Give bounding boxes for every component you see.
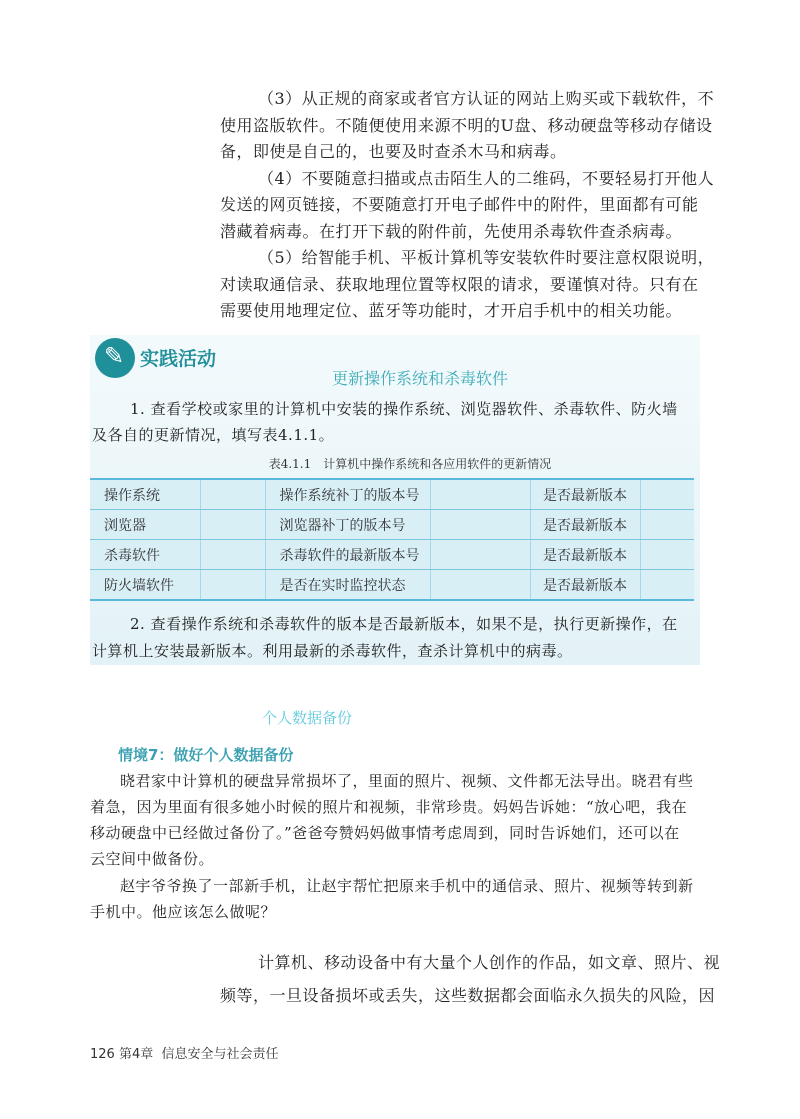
table-cell: 杀毒软件 — [90, 540, 200, 570]
paragraph-line: 计算机、移动设备中有大量个人创作的作品，如文章、照片、视 — [258, 953, 721, 972]
table-cell-blank[interactable] — [640, 540, 694, 570]
table-cell-blank[interactable] — [640, 510, 694, 540]
table-cell: 是否最新版本 — [530, 570, 640, 601]
table-cell: 是否最新版本 — [530, 540, 640, 570]
paragraph-line: （5）给智能手机、平板计算机等安装软件时要注意权限说明， — [258, 248, 715, 267]
page-footer — [90, 1043, 279, 1062]
page-number: 126 — [90, 1047, 115, 1062]
scenario-line: 晓君家中计算机的硬盘异常损坏了，里面的照片、视频、文件都无法导出。晓君有些 — [120, 772, 694, 790]
activity-title: 更新操作系统和杀毒软件 — [331, 369, 508, 388]
table-cell: 是否最新版本 — [530, 510, 640, 540]
paragraph-line: 发送的网页链接，不要随意打开电子邮件中的附件，里面都有可能 — [220, 195, 699, 214]
table-cell-blank[interactable] — [640, 479, 694, 510]
scenario-title: 情境7：做好个人数据备份 — [118, 746, 294, 764]
activity-tools-icon: ✎ — [95, 338, 135, 378]
table-cell: 操作系统 — [90, 479, 200, 510]
paragraph-line: 使用盗版软件。不随便使用来源不明的U盘、移动硬盘等移动存储设 — [220, 115, 713, 135]
table-cell: 浏览器 — [90, 510, 200, 540]
table-cell-blank[interactable] — [430, 570, 530, 601]
table-cell-blank[interactable] — [430, 479, 530, 510]
table-cell: 杀毒软件的最新版本号 — [265, 540, 430, 570]
activity-label: 实践活动 — [140, 348, 217, 370]
table-row — [90, 570, 694, 601]
table-cell-blank[interactable] — [430, 540, 530, 570]
table-caption: 表4.1.1 计算机中操作系统和各应用软件的更新情况 — [268, 457, 552, 471]
table-row — [90, 479, 694, 510]
scenario-line: 移动硬盘中已经做过备份了。”爸爸夸赞妈妈做事情考虑周到，同时告诉她们，还可以在 — [90, 824, 680, 842]
paragraph-line: 频等，一旦设备损坏或丢失，这些数据都会面临永久损失的风险，因 — [220, 986, 716, 1005]
table-cell-blank[interactable] — [640, 570, 694, 601]
table-cell: 操作系统补丁的版本号 — [265, 479, 430, 510]
step2-line: 计算机上安装最新版本。利用最新的杀毒软件，查杀计算机中的病毒。 — [92, 642, 573, 660]
paragraph-line: （3）从正规的商家或者官方认证的网站上购买或下载软件，不 — [258, 89, 715, 108]
step1-line: 及各自的更新情况，填写表4.1.1。 — [92, 426, 335, 444]
paragraph-line: 潜藏着病毒。在打开下载的附件前，先使用杀毒软件查杀病毒。 — [220, 221, 683, 241]
step1-line: 1. 查看学校或家里的计算机中安装的操作系统、浏览器软件、杀毒软件、防火墙 — [130, 400, 678, 418]
table-row — [90, 540, 694, 570]
table-cell-blank[interactable] — [200, 479, 265, 510]
table-cell: 防火墙软件 — [90, 570, 200, 601]
paragraph-line: 对读取通信录、获取地理位置等权限的请求，要谨慎对待。只有在 — [220, 274, 699, 294]
table-cell-blank[interactable] — [200, 540, 265, 570]
chapter-title: 信息安全与社会责任 — [161, 1047, 279, 1062]
step2-line: 2. 查看操作系统和杀毒软件的版本是否最新版本，如果不是，执行更新操作，在 — [130, 615, 678, 633]
scenario-line: 着急，因为里面有很多她小时候的照片和视频，非常珍贵。妈妈告诉她：“放心吧，我在 — [90, 798, 688, 816]
table-row — [90, 510, 694, 540]
chapter-number: 第4章 — [118, 1047, 154, 1062]
table-cell-blank[interactable] — [200, 510, 265, 540]
update-status-table — [90, 478, 694, 601]
paragraph-line: 需要使用地理定位、蓝牙等功能时，才开启手机中的相关功能。 — [220, 301, 683, 320]
section-title: 个人数据备份 — [262, 709, 353, 727]
paragraph-line: （4）不要随意扫描或点击陌生人的二维码，不要轻易打开他人 — [258, 168, 715, 188]
table-cell: 是否在实时监控状态 — [265, 570, 430, 601]
paragraph-line: 备，即使是自己的，也要及时查杀木马和病毒。 — [220, 142, 567, 161]
table-cell: 浏览器补丁的版本号 — [265, 510, 430, 540]
table-cell: 是否最新版本 — [530, 479, 640, 510]
table-cell-blank[interactable] — [200, 570, 265, 601]
table-cell-blank[interactable] — [430, 510, 530, 540]
scenario-line: 云空间中做备份。 — [90, 850, 215, 868]
scenario-line: 赵宇爷爷换了一部新手机，让赵宇帮忙把原来手机中的通信录、照片、视频等转到新 — [120, 877, 694, 895]
scenario-line: 手机中。他应该怎么做呢？ — [90, 903, 277, 921]
